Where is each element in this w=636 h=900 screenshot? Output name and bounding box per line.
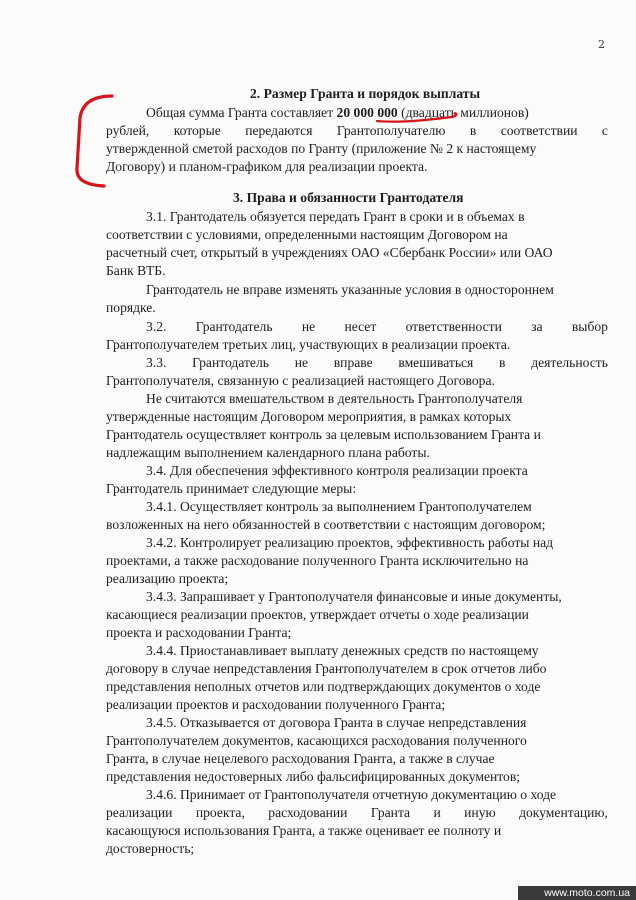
watermark-text: www.moto.com.ua (544, 887, 630, 899)
section-3-heading: 3. Права и обязанности Грантодателя (233, 190, 464, 205)
clause-3-3-line-1 (146, 354, 608, 371)
clause-3-4-6-line-1: 3.4.6. Принимает от Грантополучателя отчетную документацию о ходе (146, 787, 557, 802)
section-2-line-3: утвержденной сметой расходов по Гранту (приложение № 2 к настоящему (106, 141, 537, 156)
word: выбор (571, 319, 608, 334)
word: передаются (245, 123, 313, 138)
clause-3-4-6-line-3: касающуюся использования Гранта, а также оценивает ее полноту и (106, 823, 502, 838)
clause-3-2-line-1 (146, 318, 608, 335)
word: Гранта (370, 805, 411, 820)
clause-3-4-2-line-2: проектами, а также расходование полученного Гранта исключительно на (106, 553, 529, 568)
clause-3-4-4-line-4: реализации проектов и расходовании полученного Гранта; (106, 697, 446, 712)
clause-3-4-4-line-2: договору в случае непредставления Грантополучателем в срок отчетов либо (106, 661, 547, 676)
word: несет (344, 319, 377, 334)
word: рублей, (106, 123, 150, 138)
word: 3.3. (146, 355, 167, 370)
section-2-heading: 2. Размер Гранта и порядок выплаты (250, 86, 481, 101)
clause-3-3b-line-1: Не считаются вмешательством в деятельность Грантополучателя (146, 391, 523, 406)
clause-3-2-line-2: Грантополучателем третьих лиц, участвующих в реализации проекта. (106, 337, 511, 352)
word: иную (464, 805, 496, 820)
clause-3-4-5-line-3: Гранта, в случае нецелевого расходования Гранта, а также в случае (106, 751, 495, 766)
clause-3-4-6-line-4: достоверность; (106, 841, 195, 856)
word: 3.2. (146, 319, 167, 334)
word: вмешиваться (398, 355, 474, 370)
clause-3-3-line-2: Грантополучателя, связанную с реализацией настоящего Договора. (106, 373, 495, 388)
clause-3-4-4-line-1: 3.4.4. Приостанавливает выплату денежных средств по настоящему (146, 643, 539, 658)
word: расходовании (268, 805, 348, 820)
clause-3-4-line-1: 3.4. Для обеспечения эффективного контроля реализации проекта (146, 463, 528, 478)
clause-3-3b-line-4: надлежащим выполнением календарного плана работы. (106, 445, 430, 460)
clause-3-4-1-line-1: 3.4.1. Осуществляет контроль за выполнением Грантополучателем (146, 499, 532, 514)
clause-3-4-3-line-1: 3.4.3. Запрашивает у Грантополучателя финансовые и иные документы, (146, 589, 562, 604)
clause-3-4-2-line-3: реализацию проекта; (106, 571, 229, 586)
word: деятельность (531, 355, 608, 370)
clause-3-4-5-line-1: 3.4.5. Отказывается от договора Гранта в случае непредставления (146, 715, 527, 730)
word: за (531, 319, 543, 334)
clause-3-1-line-2: соответствии с условиями, определенными настоящим Договором на (106, 227, 508, 242)
text-segment: Общая сумма Гранта составляет (146, 105, 337, 120)
word: в (469, 123, 477, 138)
clause-3-1b-line-1: Грантодатель не вправе изменять указанные условия в одностороннем (146, 282, 554, 297)
clause-3-3b-line-3: Грантодатель осуществляет контроль за целевым использованием Гранта и (106, 427, 541, 442)
clause-3-1-line-1: 3.1. Грантодатель обязуется передать Грант в сроки и в объемах в (146, 209, 525, 224)
clause-3-1b-line-2: порядке. (106, 300, 156, 315)
clause-3-4-5-line-4: представления недостоверных либо фальсифицированных документов; (106, 769, 521, 784)
clause-3-4-5-line-2: Грантополучателем документов, касающихся расходования полученного (106, 733, 527, 748)
word: Грантополучателю (336, 123, 446, 138)
clause-3-4-line-2: Грантодатель принимает следующие меры: (106, 481, 357, 496)
word: Грантодатель (192, 355, 269, 370)
word: с (601, 123, 608, 138)
word: соответствии (500, 123, 578, 138)
watermark-bar (518, 886, 636, 900)
word: не (294, 355, 309, 370)
section-2-line-4: Договору) и планом-графиком для реализации проекта. (106, 159, 428, 174)
clause-3-4-4-line-3: представления неполных отчетов или подтверждающих документов о ходе (106, 679, 541, 694)
section-2-line-1 (146, 104, 529, 121)
section-2-line-2 (106, 122, 608, 139)
text-segment: (двадцать миллионов) (397, 105, 529, 120)
word: и (433, 805, 441, 820)
clause-3-3b-line-2: утвержденные настоящим Договором мероприятия, в рамках которых (106, 409, 512, 424)
word: документацию, (519, 805, 608, 820)
word: которые (173, 123, 221, 138)
clause-3-4-3-line-2: касающиеся реализации проектов, утверждает отчеты о ходе реализации (106, 607, 529, 622)
clause-3-1-line-4: Банк ВТБ. (106, 263, 166, 278)
page-number: 2 (598, 38, 605, 51)
word: в (499, 355, 506, 370)
word: Грантодатель (195, 319, 273, 334)
word: ответственности (405, 319, 502, 334)
word: проекта, (195, 805, 245, 820)
word: вправе (333, 355, 373, 370)
clause-3-4-3-line-3: проекта и расходовании Гранта; (106, 625, 292, 640)
word: не (301, 319, 316, 334)
clause-3-4-6-line-2 (106, 804, 608, 821)
word: реализации (106, 805, 173, 820)
clause-3-4-1-line-2: возложенных на него обязанностей в соответствии с настоящим договором; (106, 517, 546, 532)
clause-3-4-2-line-1: 3.4.2. Контролирует реализацию проектов, эффективность работы над (146, 535, 554, 550)
clause-3-1-line-3: расчетный счет, открытый в учреждениях ОАО «Сбербанк России» или ОАО (106, 245, 553, 260)
grant-amount: 20 000 000 (336, 105, 398, 120)
